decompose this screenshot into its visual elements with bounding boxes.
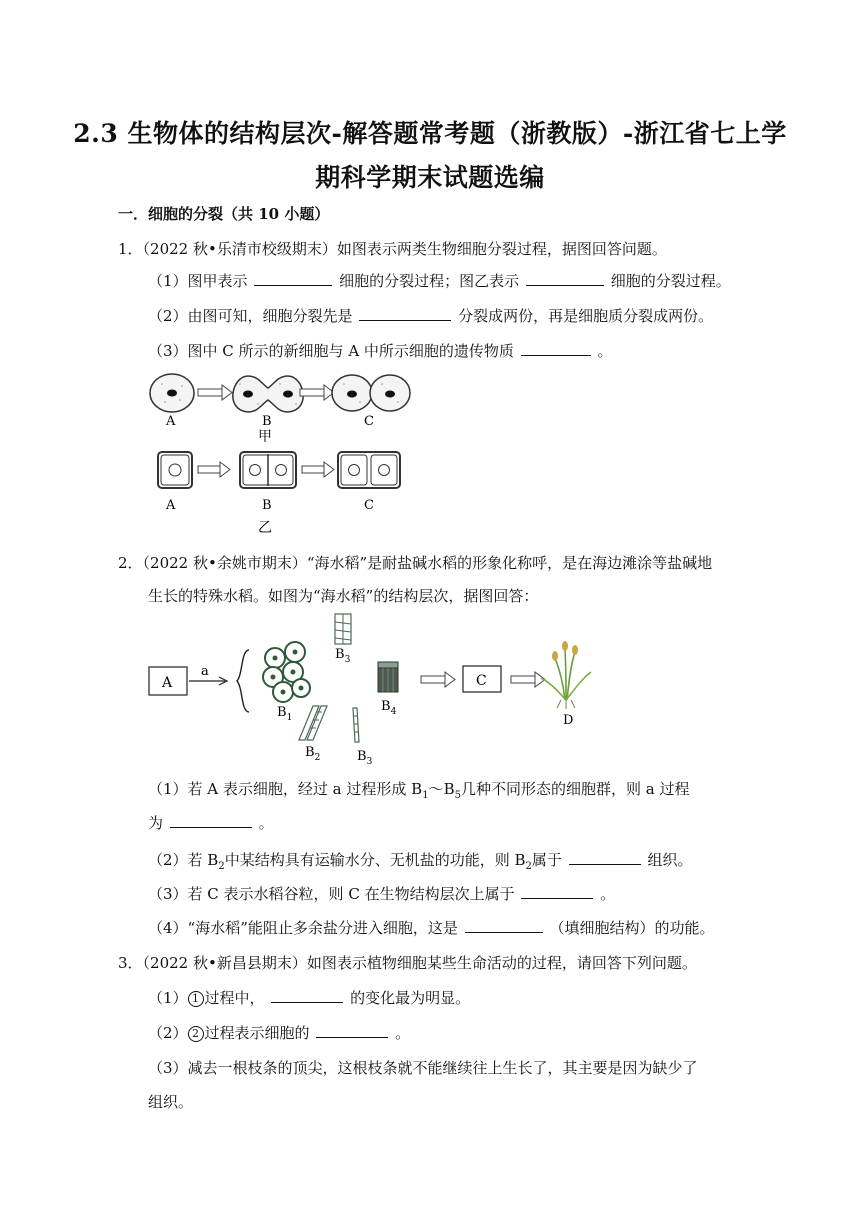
plant-cell-b [240,452,296,488]
q2-part1-line1: （1）若 A 表示细胞，经过 a 过程形成 $B_1\sim B_5$几种不同形态的细胞群，则 a 过程 [148,780,690,801]
q2-stem-line2: 生长的特殊水稻。如图为“海水稻”的结构层次，据图回答： [148,587,539,605]
arrow-2 [300,385,334,400]
plant-cell-a [158,452,192,488]
q3-part3-line1: （3）减去一根枝条的顶尖，这根枝条就不能继续往上生长了，其主要是因为缺少了 [148,1059,698,1077]
fig2-label-a: A [162,675,173,691]
tissue-b4 [378,662,398,692]
q2-part1-line2: 为 。 [148,814,274,832]
q2-part2: （2）若 $B_2$中某结构具有运输水分、无机盐的功能，则 $B_2$属于 组织。 [148,851,693,872]
q1-blank3[interactable] [359,305,451,321]
fig1-label-b2: B [262,498,272,513]
q2-stem-line1: 2．（2022 秋•余姚市期末）“海水稻”是耐盐碱水稻的形象化称呼，是在海边滩涂等盐碱地 [118,554,713,572]
q3-blank2[interactable] [316,1022,388,1038]
q2-part4: （4）“海水稻”能阻止多余盐分进入细胞，这是 （填细胞结构）的功能。 [148,919,715,937]
q2-blank3[interactable] [521,883,593,899]
arrow-3 [198,462,230,477]
arrow-to-c [421,672,455,687]
q1-part3: （3）图中 C 所示的新细胞与 A 中所示细胞的遗传物质 。 [148,342,613,360]
q3-blank1[interactable] [271,987,343,1003]
arrow-to-d [511,672,545,687]
fig2-label-b1: $B_1$ [277,705,293,723]
page-title-line1: 2.3 生物体的结构层次-解答题常考题（浙教版）-浙江省七上学 [73,119,787,148]
tissue-b5 [335,614,351,644]
arrow-4 [302,462,334,477]
q2-part3: （3）若 C 表示水稻谷粒，则 C 在生物结构层次上属于 。 [148,885,616,903]
q1-blank2[interactable] [526,270,604,286]
rice-plant-d [541,641,591,709]
fig2-label-b5: $B_3$ [335,647,351,665]
plant-cell-c [338,452,400,488]
fig1-label-a2: A [166,498,176,513]
q2-structure-figure [145,612,605,772]
tissue-b2 [299,706,327,740]
q3-stem: 3．（2022 秋•新昌县期末）如图表示植物细胞某些生命活动的过程，请回答下列问题。 [118,954,697,972]
circled-number-1: 1 [188,991,204,1007]
q1-cell-division-figure [140,366,430,546]
fig1-label-yi: 乙 [258,520,272,536]
fig2-label-c: C [476,673,487,689]
arrow-1 [198,385,232,400]
animal-cell-b [233,376,303,412]
page-title-line2: 期科学期末试题选编 [315,163,545,192]
q1-blank1[interactable] [254,270,332,286]
animal-cell-c [332,375,410,411]
animal-cell-a [150,374,194,412]
section-heading: 一．细胞的分裂（共 10 小题） [118,205,330,223]
q3-part3-line2: 组织。 [148,1093,194,1111]
q1-part1: （1）图甲表示 细胞的分裂过程；图乙表示 细胞的分裂过程。 [148,272,731,290]
fig1-label-a: A [166,414,176,429]
q1-part2: （2）由图可知，细胞分裂先是 分裂成两份，再是细胞质分裂成两份。 [148,307,714,325]
q1-stem: 1．（2022 秋•乐清市校级期末）如图表示两类生物细胞分裂过程，据图回答问题。 [118,240,667,258]
circled-number-2: 2 [188,1026,204,1042]
brace [237,650,249,712]
fig1-label-b: B [262,414,272,429]
q2-blank1[interactable] [170,812,252,828]
fig2-label-b4: $B_4$ [381,699,397,717]
q3-part2: （2） 2 过程表示细胞的 。 [148,1024,411,1042]
tissue-b3 [353,708,359,742]
fig2-label-d: D [563,713,574,728]
fig2-label-process-a: a [201,664,209,679]
tissue-b1 [263,642,310,702]
fig2-label-b2: $B_2$ [305,745,321,763]
fig1-label-jia: 甲 [258,429,272,445]
fig1-label-c: C [364,414,374,429]
q2-blank2[interactable] [569,849,641,865]
q1-blank4[interactable] [521,340,591,356]
fig2-label-b3: $B_3$ [357,749,373,767]
fig1-label-c2: C [364,498,374,513]
q3-part1: （1） 1 过程中， 的变化最为明显。 [148,989,471,1007]
q2-blank4[interactable] [465,917,543,933]
